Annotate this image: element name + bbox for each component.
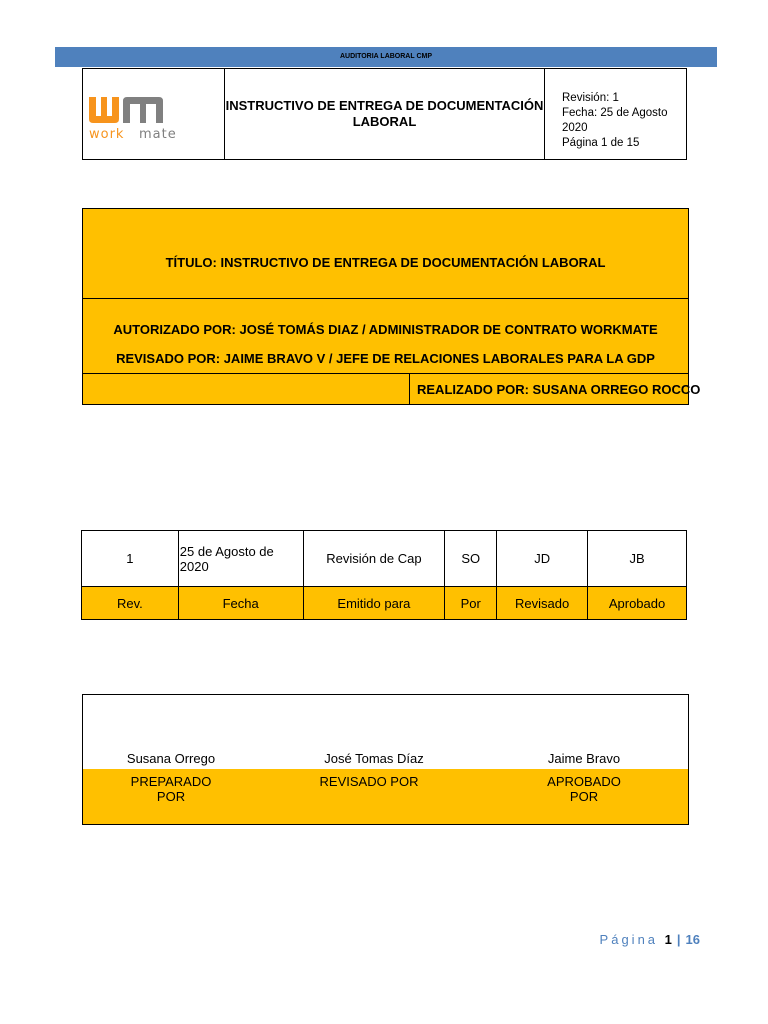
page-footer	[600, 932, 700, 947]
logo-text-work: work	[89, 127, 125, 141]
role-line: POR	[569, 789, 599, 804]
date-text: Fecha: 25 de Agosto 2020	[562, 107, 668, 134]
role-line: REVISADO POR	[319, 774, 419, 789]
role-line: APROBADO	[547, 774, 621, 789]
logo-text-mate: mate	[139, 127, 177, 141]
footer-total-pages: 16	[685, 932, 700, 947]
prepared-by: REALIZADO POR: SUSANA ORREGO ROCCO	[417, 382, 701, 397]
signer-name: Jaime Bravo	[547, 751, 621, 766]
table-cell: 1	[82, 531, 179, 587]
header-meta	[545, 69, 688, 159]
title-box	[82, 208, 701, 405]
document-title: TÍTULO: INSTRUCTIVO DE ENTREGA DE DOCUMENTACIÓN LABORAL	[83, 209, 688, 299]
table-label: Aprobado	[588, 587, 687, 620]
signer-role	[309, 774, 429, 789]
row-divider	[409, 374, 410, 404]
signer-name: José Tomas Díaz	[324, 751, 424, 766]
header-title-line2: LABORAL	[352, 114, 417, 129]
table-label: Fecha	[178, 587, 303, 620]
signature-block	[82, 694, 689, 825]
table-cell: Revisión de Cap	[303, 531, 445, 587]
prepared-row	[83, 373, 701, 404]
table-cell: SO	[445, 531, 497, 587]
workmate-logo	[87, 95, 219, 141]
revision-text: Revisión: 1	[562, 92, 619, 104]
signer-role	[534, 774, 634, 804]
table-label: Rev.	[82, 587, 179, 620]
footer-page-number: 1	[664, 932, 672, 947]
footer-label: Página	[599, 932, 659, 947]
revision-table	[81, 530, 687, 620]
table-label: Por	[445, 587, 497, 620]
signer-role	[121, 774, 221, 804]
document-header	[82, 68, 687, 160]
footer-separator: |	[676, 932, 681, 947]
reviewed-by: REVISADO POR: JAIME BRAVO V / JEFE DE RELACIONES LABORALES PARA LA GDP	[116, 351, 655, 366]
header-title-line1: INSTRUCTIVO DE ENTREGA DE DOCUMENTACIÓN	[225, 98, 544, 113]
table-row	[82, 531, 687, 587]
header-title	[225, 69, 545, 159]
role-line: POR	[156, 789, 186, 804]
table-header-row	[82, 587, 687, 620]
table-label: Emitido para	[303, 587, 445, 620]
signature-names-row	[83, 695, 688, 770]
page-text: Página 1 de 15	[562, 137, 640, 149]
signature-roles-row	[83, 769, 688, 824]
table-label: Revisado	[497, 587, 588, 620]
role-line: PREPARADO	[130, 774, 212, 789]
logo-cell	[83, 69, 225, 159]
signer-name: Susana Orrego	[126, 751, 216, 766]
table-cell: JD	[497, 531, 588, 587]
authorized-by: AUTORIZADO POR: JOSÉ TOMÁS DIAZ / ADMINISTRADOR DE CONTRATO WORKMATE	[113, 322, 658, 337]
table-cell: 25 de Agosto de 2020	[178, 531, 303, 587]
document-banner: AUDITORIA LABORAL CMP	[55, 47, 717, 67]
table-cell: JB	[588, 531, 687, 587]
